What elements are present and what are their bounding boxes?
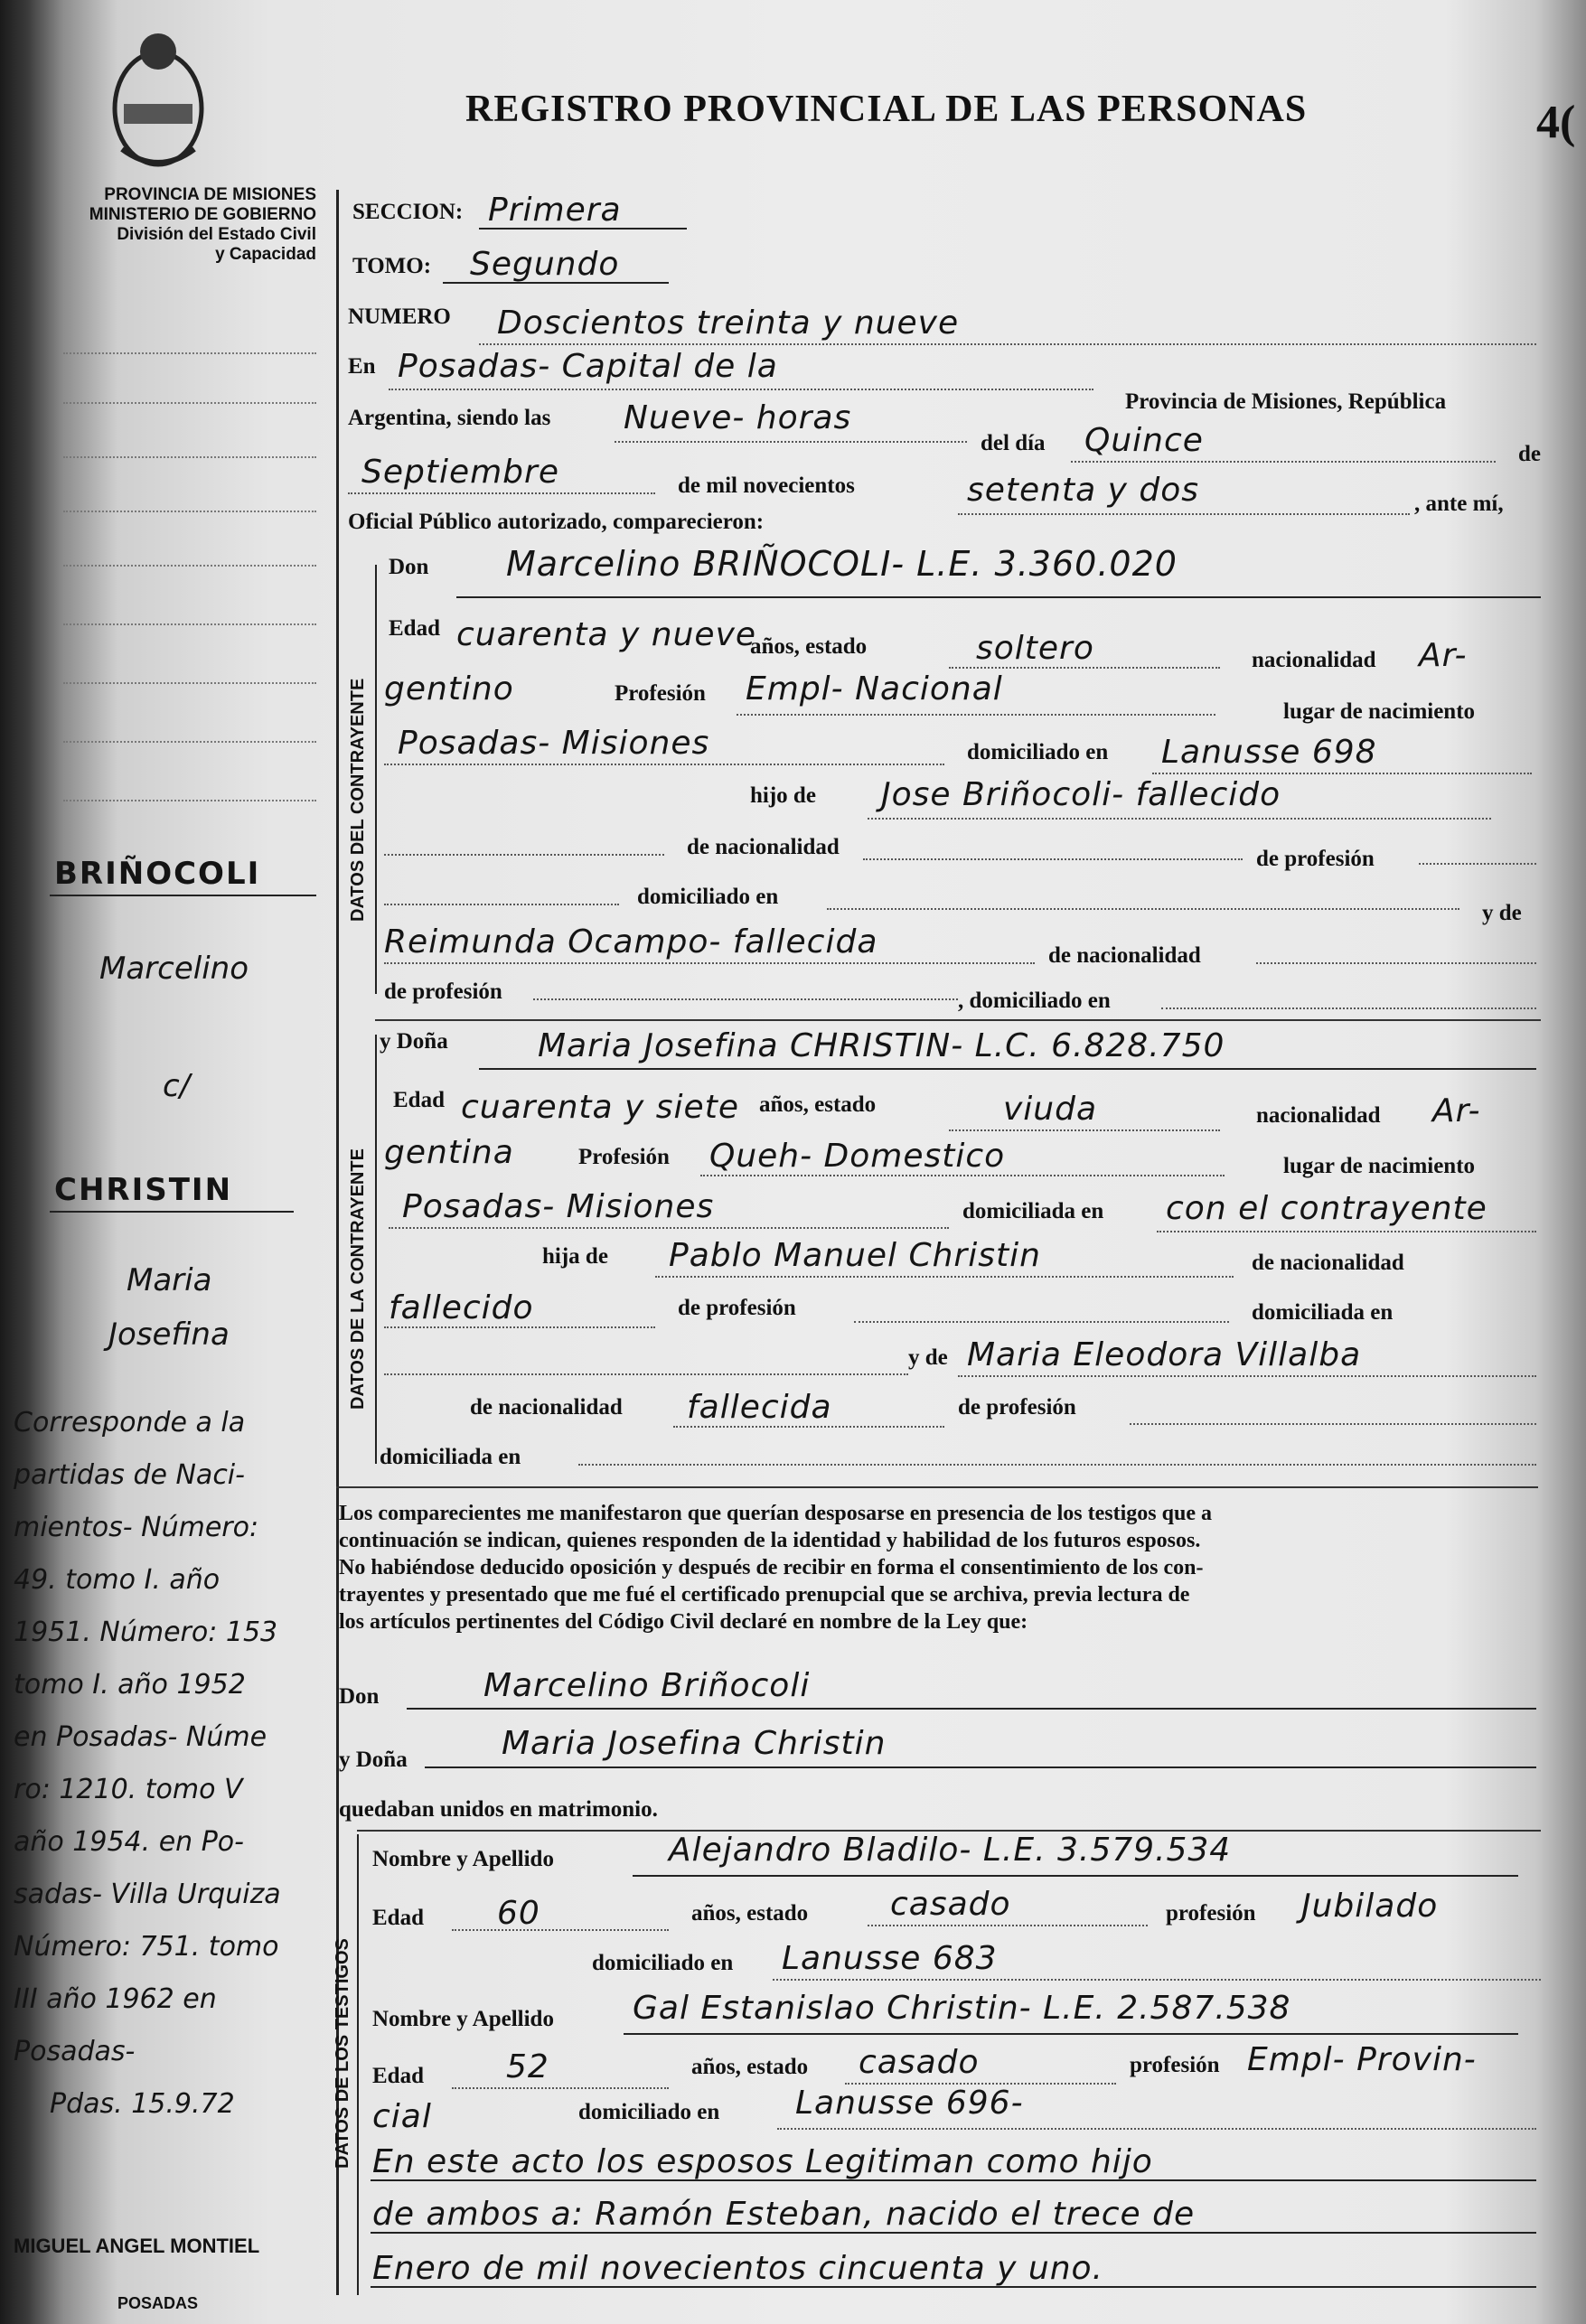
contrayenta-madre-nac-label: de nacionalidad	[470, 1395, 623, 1420]
signature-stamp: MIGUEL ANGEL MONTIEL	[14, 2235, 260, 2257]
legitimation-note-line: de ambos a: Ramón Esteban, nacido el trece de	[372, 2196, 1196, 2233]
contrayente-padre: Jose Briñocoli- fallecido	[881, 776, 1281, 813]
contrayenta-nac-cont: gentina	[384, 1134, 514, 1171]
contrayenta-y-de-label: y de	[908, 1345, 948, 1370]
contrayente-nac: Ar-	[1419, 637, 1468, 674]
de-profesion-label: de profesión	[1256, 847, 1375, 871]
contrayenta-padre: Pablo Manuel Christin	[669, 1237, 1041, 1274]
horas-value: Nueve- horas	[624, 399, 852, 436]
t1-nombre-label: Nombre y Apellido	[372, 1847, 554, 1871]
contrayente-domicilio: Lanusse 698	[1161, 734, 1377, 771]
contrayenta-domicilio: con el contrayente	[1166, 1190, 1487, 1227]
margin-note-line: 1951. Número: 153	[14, 1616, 278, 1648]
contrayenta-madre-nac: fallecida	[687, 1389, 832, 1426]
margin-surname2: CHRISTIN	[54, 1172, 233, 1208]
contrayenta-edad-label: Edad	[393, 1088, 445, 1112]
office-line: División del Estado Civil	[117, 224, 316, 244]
t1-anos-label: años, estado	[691, 1901, 809, 1926]
argentina-text: Argentina, siendo las	[348, 406, 551, 430]
t2-dom-label: domiciliado en	[578, 2100, 720, 2124]
office-stamp	[27, 185, 316, 264]
margin-note-line: sadas- Villa Urquiza	[14, 1879, 281, 1910]
numero-value: Doscientos treinta y nueve	[497, 305, 960, 342]
t1-dom-label: domiciliado en	[592, 1951, 734, 1975]
folio-number: 4(	[1536, 97, 1576, 148]
t2-anos-label: años, estado	[691, 2055, 809, 2079]
margin-conjunction: c/	[163, 1068, 191, 1104]
legitimation-note-line: En este acto los esposos Legitiman como hijo	[372, 2143, 1153, 2180]
don-label: Don	[389, 555, 429, 579]
t2-edad: 52	[506, 2048, 549, 2085]
contrayenta-lugar-label: lugar de nacimiento	[1283, 1154, 1476, 1178]
de-nacionalidad-label: de nacionalidad	[687, 835, 840, 859]
y-de-label: y de	[1482, 901, 1522, 925]
del-dia-label: del día	[981, 431, 1046, 455]
dia-value: Quince	[1084, 422, 1204, 459]
contrayenta-lugar: Posadas- Misiones	[402, 1188, 715, 1225]
margin-note	[14, 1407, 330, 2143]
declaration-line: Los comparecientes me manifestaron que querían desposarse en presencia de los testigos que a	[339, 1502, 1212, 1525]
tomo-value: Segundo	[470, 246, 620, 283]
margin-note-line: ro: 1210. tomo V	[14, 1774, 243, 1805]
declaration-line: continuación se indican, quienes responden de la identidad y habilidad de los futuros esposos.	[339, 1529, 1201, 1552]
t1-estado: casado	[890, 1886, 1011, 1923]
contrayenta-nac-label: nacionalidad	[1256, 1103, 1381, 1128]
contrayenta-anos-label: años, estado	[759, 1092, 877, 1117]
office-line: MINISTERIO DE GOBIERNO	[89, 204, 316, 224]
seccion-label: SECCION:	[352, 200, 464, 224]
lugar-nacimiento-label: lugar de nacimiento	[1283, 699, 1476, 724]
page-title: REGISTRO PROVINCIAL DE LAS PERSONAS	[465, 89, 1308, 130]
seccion-value: Primera	[488, 192, 622, 229]
margin-name1: Marcelino	[99, 951, 249, 987]
domiciliado-label: domiciliado en	[967, 740, 1109, 764]
t2-prof-label: profesión	[1130, 2053, 1220, 2077]
contrayenta-edad: cuarenta y siete	[461, 1089, 739, 1126]
contrayenta-padre-nac-label: de nacionalidad	[1252, 1251, 1404, 1275]
contrayenta-profesion-label: Profesión	[578, 1145, 670, 1169]
margin-note-line: mientos- Número:	[14, 1512, 259, 1543]
contrayente-estado: soltero	[976, 630, 1094, 667]
t1-edad-label: Edad	[372, 1906, 424, 1930]
t2-nombre: Gal Estanislao Christin- L.E. 2.587.538	[633, 1990, 1291, 2027]
margin-note-line: en Posadas- Núme	[14, 1721, 267, 1753]
contrayente-nac-cont: gentino	[384, 670, 514, 708]
coat-of-arms-icon	[104, 23, 212, 176]
section-divider	[375, 1035, 377, 1464]
contrayente-profesion: Empl- Nacional	[746, 670, 1003, 708]
ante-mi-text: , ante mí,	[1414, 492, 1504, 516]
contrayenta-side-label: DATOS DE LA CONTRAYENTE	[348, 1148, 368, 1410]
contrayente-name: Marcelino BRIÑOCOLI- L.E. 3.360.020	[506, 544, 1178, 584]
decl-don-value: Marcelino Briñocoli	[483, 1667, 811, 1704]
madre-profesion-label: de profesión	[384, 979, 502, 1004]
t1-nombre: Alejandro Bladilo- L.E. 3.579.534	[669, 1832, 1232, 1869]
margin-note-line: Pdas. 15.9.72	[50, 2088, 235, 2120]
contrayenta-madre-dom-label: domiciliada en	[380, 1445, 521, 1469]
contrayente-madre: Reimunda Ocampo- fallecida	[384, 923, 878, 961]
declaration-line: trayentes y presentado que me fué el certificado prenupcial que se archiva, previa lectura de	[339, 1583, 1190, 1607]
contrayenta-madre: Maria Eleodora Villalba	[967, 1336, 1362, 1373]
t2-prof-cont: cial	[372, 2098, 432, 2135]
t2-nombre-label: Nombre y Apellido	[372, 2007, 554, 2031]
t1-dom: Lanusse 683	[782, 1940, 998, 1977]
margin-note-line: partidas de Naci-	[14, 1459, 245, 1491]
margin-note-line: Número: 751. tomo	[14, 1931, 279, 1963]
profesion-label: Profesión	[615, 681, 706, 706]
decl-dona-label: y Doña	[339, 1748, 408, 1772]
t2-dom: Lanusse 696-	[795, 2085, 1024, 2122]
t1-prof-label: profesión	[1166, 1901, 1256, 1926]
margin-note-line: tomo I. año 1952	[14, 1669, 246, 1701]
t2-edad-label: Edad	[372, 2064, 424, 2088]
margin-surname1: BRIÑOCOLI	[54, 856, 261, 892]
contrayente-side-label: DATOS DEL CONTRAYENTE	[348, 678, 368, 922]
declaration-line: No habiéndose deducido oposición y después de recibir en forma el consentimiento de los con-	[339, 1556, 1204, 1579]
decl-closing: quedaban unidos en matrimonio.	[339, 1797, 658, 1822]
anos-estado-label: años, estado	[750, 634, 868, 659]
contrayenta-name: Maria Josefina CHRISTIN- L.C. 6.828.750	[538, 1027, 1225, 1064]
numero-label: NUMERO	[348, 305, 451, 329]
margin-note-line: 49. tomo I. año	[14, 1564, 221, 1596]
signature-stamp-city: POSADAS	[117, 2294, 199, 2312]
t2-prof: Empl- Provin-	[1247, 2041, 1477, 2078]
contrayenta-padre-dom-label: domiciliada en	[1252, 1300, 1394, 1325]
nacionalidad-label: nacionalidad	[1252, 648, 1376, 672]
de-label: de	[1518, 442, 1541, 466]
decl-don-label: Don	[339, 1684, 380, 1709]
edad-label: Edad	[389, 616, 440, 641]
tomo-label: TOMO:	[352, 254, 432, 278]
t2-estado: casado	[859, 2044, 980, 2081]
domiciliado-en-label: domiciliado en	[637, 885, 779, 909]
section-divider	[357, 1834, 359, 2295]
margin-name2a: Maria	[127, 1262, 212, 1298]
mes-value: Septiembre	[361, 454, 559, 491]
en-label: En	[348, 354, 376, 379]
margin-note-line: Posadas-	[14, 2036, 136, 2067]
contrayenta-madre-prof-label: de profesión	[958, 1395, 1076, 1420]
decl-dona-value: Maria Josefina Christin	[502, 1725, 887, 1762]
margin-note-line: III año 1962 en	[14, 1983, 217, 2015]
legitimation-note-line: Enero de mil novecientos cincuenta y uno.	[372, 2250, 1103, 2287]
provincia-text: Provincia de Misiones, República	[1125, 389, 1447, 414]
contrayenta-nac: Ar-	[1432, 1092, 1481, 1129]
contrayente-lugar: Posadas- Misiones	[398, 725, 710, 762]
contrayenta-profesion: Queh- Domestico	[709, 1138, 1006, 1175]
oficial-text: Oficial Público autorizado, comparecieron:	[348, 510, 765, 534]
contrayenta-estado: viuda	[1003, 1091, 1098, 1128]
contrayenta-dom-label: domiciliada en	[962, 1199, 1104, 1223]
t1-edad: 60	[497, 1895, 540, 1932]
declaration-line: los artículos pertinentes del Código Civil declaré en nombre de la Ley que:	[339, 1610, 1028, 1634]
contrayenta-padre-nac: fallecido	[389, 1289, 534, 1326]
margin-note-line: Corresponde a la	[14, 1407, 246, 1438]
mil-label: de mil novecientos	[678, 473, 855, 498]
office-line: y Capacidad	[215, 244, 316, 264]
margin-note-line: año 1954. en Po-	[14, 1826, 244, 1858]
madre-nacionalidad-label: de nacionalidad	[1048, 943, 1201, 968]
section-divider	[375, 565, 377, 994]
hijo-de-label: hijo de	[750, 783, 816, 808]
madre-domiciliado-label: , domiciliado en	[958, 989, 1111, 1013]
en-value: Posadas- Capital de la	[398, 348, 778, 385]
anio-value: setenta y dos	[967, 472, 1199, 509]
contrayenta-padre-prof-label: de profesión	[678, 1296, 796, 1320]
hija-de-label: hija de	[542, 1244, 608, 1269]
dona-label: y Doña	[380, 1029, 448, 1054]
testigos-side-label: DATOS DE LOS TESTIGOS	[333, 1938, 352, 2169]
contrayente-edad: cuarenta y nueve	[456, 616, 757, 653]
t1-prof: Jubilado	[1301, 1888, 1439, 1925]
margin-name2b: Josefina	[108, 1317, 230, 1353]
office-line: PROVINCIA DE MISIONES	[104, 185, 316, 204]
